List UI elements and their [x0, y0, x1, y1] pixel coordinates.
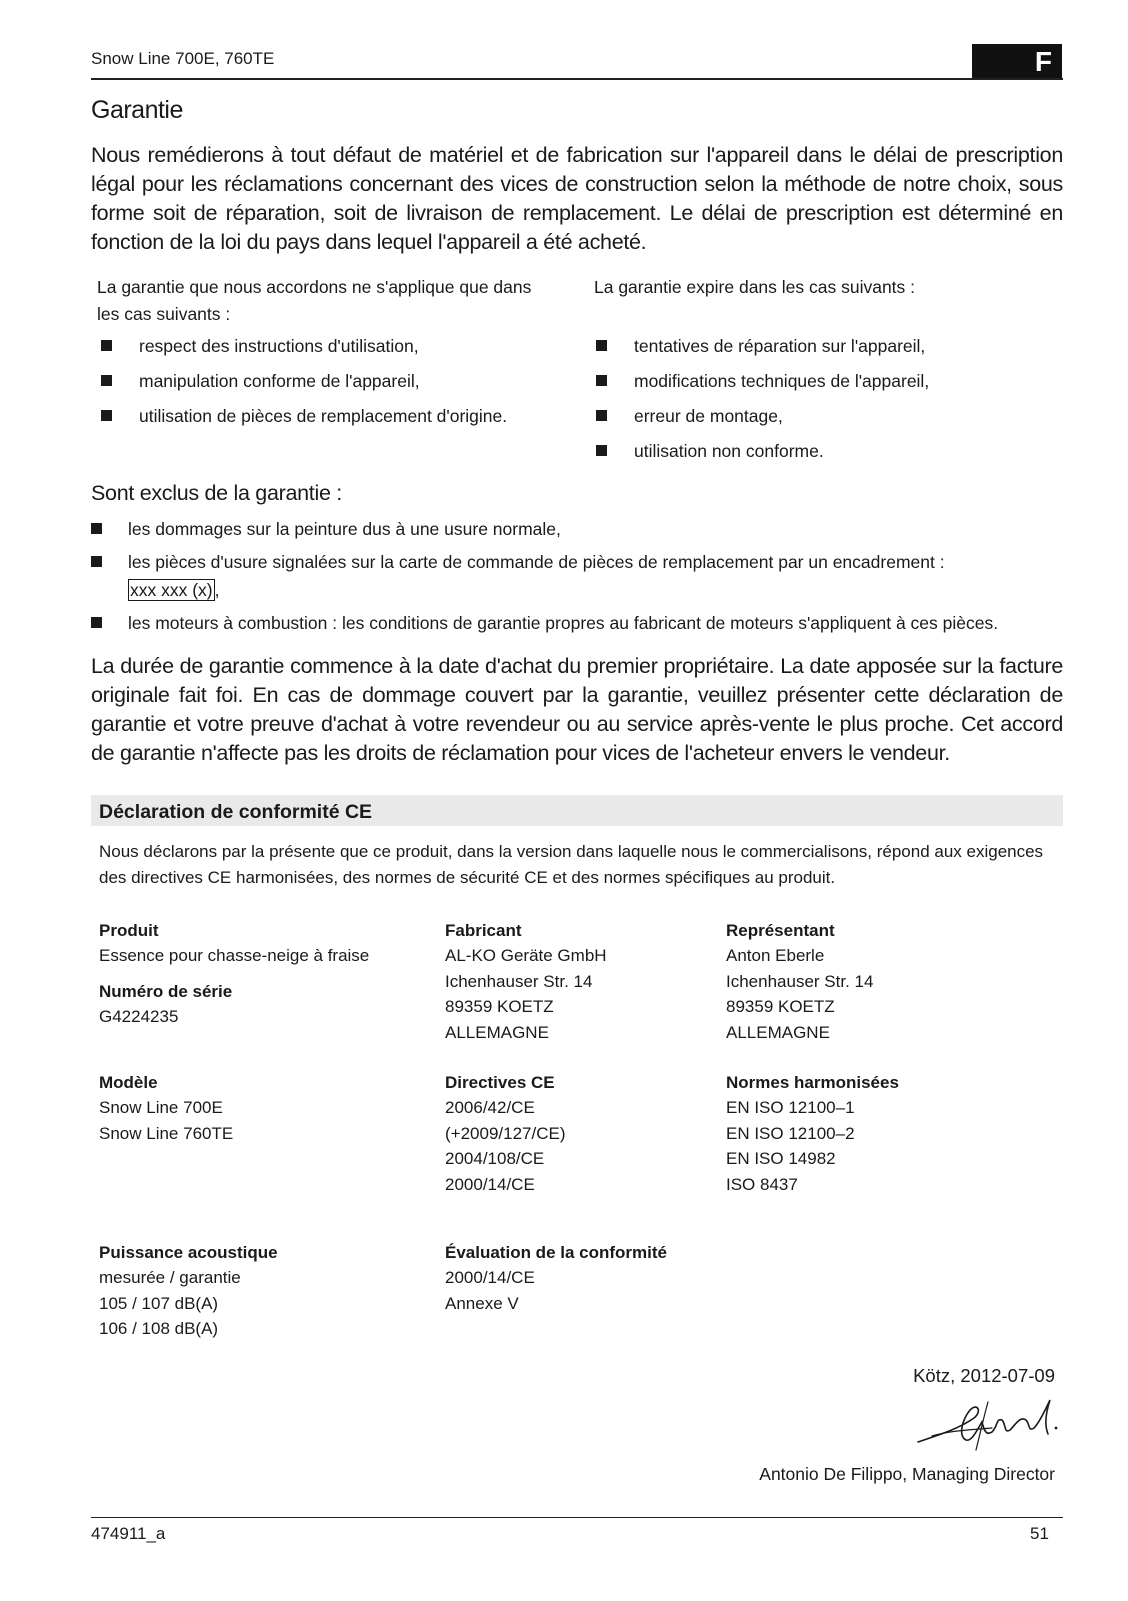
applies-list: [101, 335, 557, 427]
assessment-block: [445, 1240, 745, 1316]
excluded-list: [91, 518, 1066, 642]
bullet-square-icon: [596, 375, 607, 386]
standard-line: ISO 8437: [726, 1174, 798, 1194]
header-divider: [91, 78, 1063, 80]
standard-line: EN ISO 12100–1: [726, 1098, 855, 1117]
excluded-heading: Sont exclus de la garantie :: [91, 481, 342, 505]
bullet-square-icon: [91, 523, 102, 534]
standards-label: Normes harmonisées: [726, 1073, 899, 1092]
expires-intro: La garantie expire dans les cas suivants :: [594, 277, 916, 297]
representative-label: Représentant: [726, 921, 835, 940]
bullet-square-icon: [101, 375, 112, 386]
list-item: les dommages sur la peinture dus à une usure normale,: [91, 518, 1066, 540]
representative-line: Anton Eberle: [726, 946, 825, 965]
directive-line: 2006/42/CE: [445, 1098, 535, 1117]
header-title: Snow Line 700E, 760TE: [91, 49, 275, 68]
assessment-line: 2000/14/CE: [445, 1268, 535, 1287]
assessment-line: Annexe V: [445, 1293, 519, 1313]
bullet-square-icon: [596, 340, 607, 351]
place-date: Kötz, 2012-07-09: [913, 1365, 1055, 1386]
representative-line: Ichenhauser Str. 14: [726, 971, 874, 991]
manufacturer-line: Ichenhauser Str. 14: [445, 971, 593, 991]
serial-value: G4224235: [99, 1007, 179, 1026]
standard-line: EN ISO 14982: [726, 1149, 836, 1168]
sound-power-line: 106 / 108 dB(A): [99, 1319, 219, 1338]
wear-part-frame-example: xxx xxx (x): [130, 580, 213, 600]
document-number: 474911_a: [91, 1524, 166, 1543]
model-line: Snow Line 760TE: [99, 1123, 234, 1143]
bullet-square-icon: [596, 445, 607, 456]
bullet-square-icon: [596, 410, 607, 421]
directive-line: 2000/14/CE: [445, 1174, 535, 1194]
signer-name: Antonio De Filippo, Managing Director: [759, 1464, 1055, 1484]
language-badge: F: [972, 44, 1062, 79]
representative-line: ALLEMAGNE: [726, 1022, 830, 1042]
bullet-square-icon: [91, 617, 102, 628]
warranty-intro: Nous remédierons à tout défaut de matériel et de fabrication sur l'appareil dans le délai de prescription légal pour les réclamations concernant des vices de construction selon la méthode de notre choix, sous forme soit de réparation, soit de livraison de remplacement. Le délai de prescription est déterminé en fonction de la loi du pays dans lequel l'appareil a été acheté.: [91, 143, 1063, 254]
list-item: modifications techniques de l'appareil,: [596, 370, 1064, 392]
sound-power-block: [99, 1240, 429, 1342]
list-item: tentatives de réparation sur l'appareil,: [596, 335, 1064, 357]
standards-block: [726, 1070, 1026, 1197]
page-number: 51: [1030, 1524, 1049, 1543]
expires-list: [596, 335, 1064, 462]
model-line: Snow Line 700E: [99, 1098, 223, 1117]
product-block: [99, 918, 429, 969]
model-label: Modèle: [99, 1073, 158, 1092]
manufacturer-line: AL-KO Geräte GmbH: [445, 946, 607, 965]
bullet-square-icon: [101, 340, 112, 351]
directive-line: 2004/108/CE: [445, 1149, 545, 1168]
manufacturer-block: [445, 918, 715, 1045]
sound-power-label: Puissance acoustique: [99, 1243, 278, 1262]
sound-power-line: mesurée / garantie: [99, 1268, 241, 1287]
list-item: utilisation non conforme.: [596, 440, 1064, 462]
sound-power-line: 105 / 107 dB(A): [99, 1293, 219, 1313]
bullet-square-icon: [91, 556, 102, 567]
applies-column: [97, 274, 557, 440]
manufacturer-line: 89359 KOETZ: [445, 997, 554, 1016]
model-block: [99, 1070, 429, 1146]
directives-label: Directives CE: [445, 1073, 555, 1092]
conformity-heading: Déclaration de conformité CE: [99, 801, 373, 823]
list-item: manipulation conforme de l'appareil,: [101, 370, 557, 392]
warranty-duration: La durée de garantie commence à la date d'achat du premier propriétaire. La date apposée sur la facture originale fait foi. En cas de dommage couvert par la garantie, veuillez présenter cette déclaration de garantie et votre preuve d'achat à votre revendeur ou au service après-vente le plus proche. Cet accord de garantie n'affecte pas les droits de réclamation pour vices de l'acheteur envers le vendeur.: [91, 654, 1063, 765]
product-label: Produit: [99, 921, 159, 940]
conformity-intro: Nous déclarons par la présente que ce produit, dans la version dans laquelle nous le commercialisons, répond aux exigences des directives CE harmonisées, des normes de sécurité CE et des normes spécifiques au produit.: [99, 842, 1044, 887]
assessment-label: Évaluation de la conformité: [445, 1243, 667, 1262]
manufacturer-label: Fabricant: [445, 921, 522, 940]
list-item: les pièces d'usure signalées sur la carte de commande de pièces de remplacement par un encadrement : xxx xxx (x) ,: [91, 548, 1066, 604]
footer-divider: [91, 1517, 1063, 1518]
list-item: erreur de montage,: [596, 405, 1064, 427]
list-item: utilisation de pièces de remplacement d'origine.: [101, 405, 557, 427]
applies-intro: La garantie que nous accordons ne s'applique que dans les cas suivants :: [97, 277, 532, 324]
list-item: les moteurs à combustion : les conditions de garantie propres au fabricant de moteurs s'appliquent à ces pièces.: [91, 612, 1066, 634]
representative-block: [726, 918, 1026, 1045]
serial-block: [99, 979, 429, 1030]
bullet-square-icon: [101, 410, 112, 421]
manufacturer-line: ALLEMAGNE: [445, 1022, 549, 1042]
representative-line: 89359 KOETZ: [726, 997, 835, 1016]
expires-column: [594, 274, 1064, 475]
warranty-heading: Garantie: [91, 96, 183, 124]
signature-icon: [912, 1390, 1062, 1452]
product-value: Essence pour chasse-neige à fraise: [99, 946, 370, 965]
directive-line: (+2009/127/CE): [445, 1123, 566, 1143]
list-item: respect des instructions d'utilisation,: [101, 335, 557, 357]
directives-block: [445, 1070, 715, 1197]
serial-label: Numéro de série: [99, 982, 233, 1001]
standard-line: EN ISO 12100–2: [726, 1123, 855, 1143]
